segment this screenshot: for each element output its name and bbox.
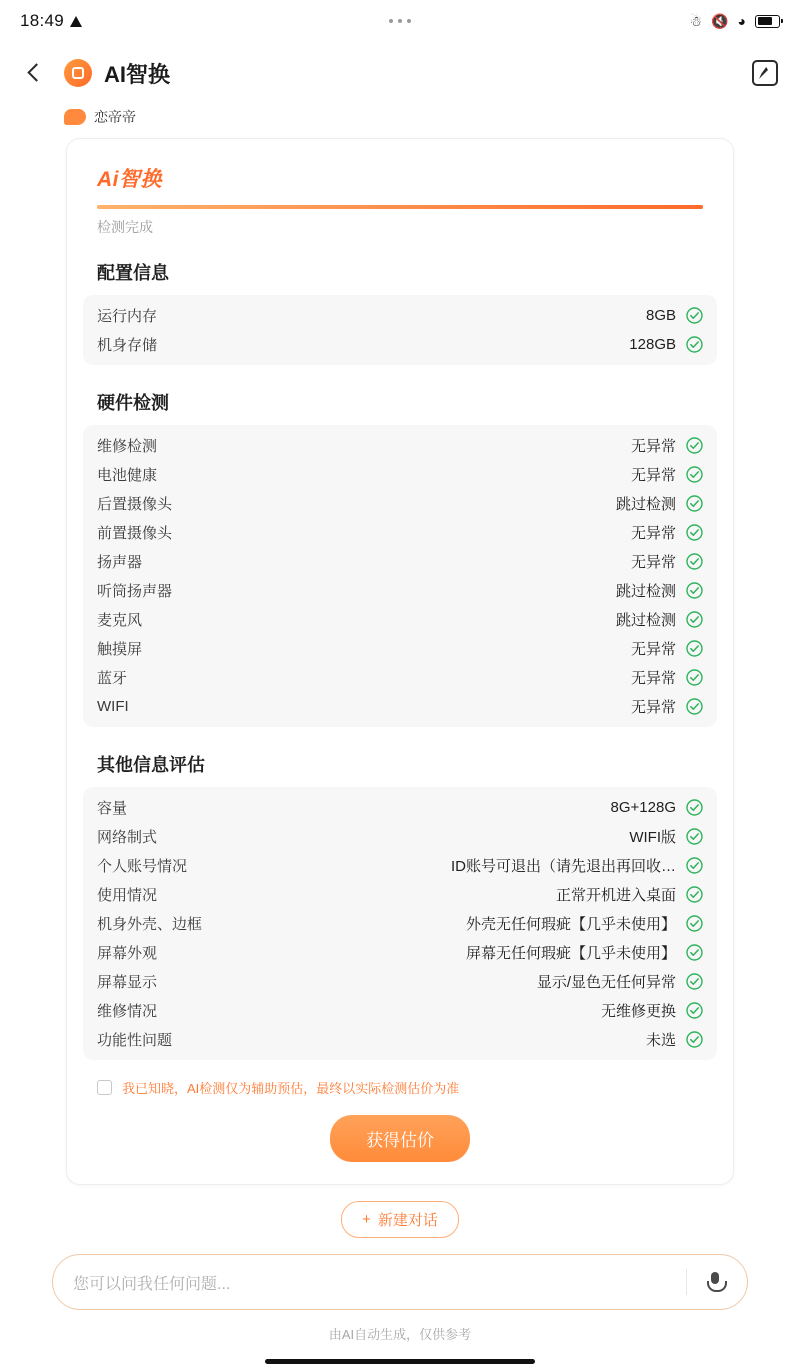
check-icon: [686, 582, 703, 599]
row-label: 维修检测: [97, 438, 158, 455]
row-value: 128GB: [629, 336, 676, 353]
row-value: 跳过检测: [615, 612, 676, 629]
mute-icon: 🔇: [711, 12, 729, 29]
row-label: 个人账号情况: [97, 858, 188, 875]
table-row: [97, 967, 703, 996]
search-input[interactable]: 您可以问我任何问题...: [73, 1275, 231, 1293]
brand-logo: Ai智换: [97, 168, 162, 191]
row-label: 机身外壳、边框: [97, 916, 203, 933]
check-icon: [686, 1031, 703, 1048]
row-value: WIFI版: [629, 829, 676, 846]
row-value: 无异常: [630, 438, 676, 455]
row-value: 外壳无任何瑕疵【几乎未使用】: [465, 916, 676, 933]
agreement-label: 我已知晓，AI检测仅为辅助预估，最终以实际检测估价为准: [122, 1081, 460, 1096]
check-icon: [686, 495, 703, 512]
new-conversation-label: 新建对话: [377, 1212, 438, 1229]
warning-triangle-icon: [70, 16, 82, 27]
check-icon: [686, 698, 703, 715]
row-value: 无异常: [630, 670, 676, 687]
table-row: [97, 576, 703, 605]
section-title-config: 配置信息: [97, 263, 169, 283]
plus-icon: +: [362, 1211, 371, 1228]
row-value: 显示/显色无任何异常: [536, 974, 676, 991]
agreement-checkbox[interactable]: [97, 1080, 112, 1095]
row-value: 无异常: [630, 467, 676, 484]
table-row: [97, 663, 703, 692]
ai-disclaimer: 由AI自动生成，仅供参考: [328, 1327, 472, 1342]
check-icon: [686, 828, 703, 845]
group-other: [83, 787, 717, 1060]
divider: [686, 1269, 687, 1295]
table-row: [97, 822, 703, 851]
row-value: 无维修更换: [600, 1003, 676, 1020]
group-hardware: [83, 425, 717, 727]
row-label: 扬声器: [97, 554, 143, 571]
table-row: [97, 301, 703, 330]
check-icon: [686, 915, 703, 932]
row-value: 8G+128G: [610, 799, 676, 816]
row-label: 麦克风: [97, 612, 143, 629]
cta-container: [83, 1097, 717, 1166]
table-row: [97, 489, 703, 518]
row-label: WIFI: [97, 698, 129, 715]
row-label: 电池健康: [97, 467, 158, 484]
message-input-bar[interactable]: [52, 1254, 748, 1310]
microphone-icon[interactable]: [703, 1270, 727, 1294]
row-value: ID账号可退出（请先退出再回收…: [450, 858, 676, 875]
status-time: 18:49: [20, 11, 65, 30]
check-icon: [686, 611, 703, 628]
row-value: 未选: [645, 1032, 676, 1049]
row-label: 运行内存: [97, 308, 158, 325]
status-left: [20, 11, 82, 31]
check-icon: [686, 886, 703, 903]
section-title-other: 其他信息评估: [97, 755, 205, 775]
row-value: 无异常: [630, 525, 676, 542]
section-title-hardware: 硬件检测: [97, 393, 169, 413]
home-indicator[interactable]: [265, 1359, 535, 1364]
row-label: 蓝牙: [97, 670, 128, 687]
check-icon: [686, 307, 703, 324]
row-label: 网络制式: [97, 829, 158, 846]
check-icon: [686, 944, 703, 961]
table-row: [97, 996, 703, 1025]
check-icon: [686, 669, 703, 686]
row-label: 后置摄像头: [97, 496, 173, 513]
row-value: 跳过检测: [615, 583, 676, 600]
chat-scroll-area[interactable]: [0, 104, 800, 1238]
check-icon: [686, 336, 703, 353]
bottom-bar: [0, 1238, 800, 1372]
check-icon: [686, 640, 703, 657]
group-config: [83, 295, 717, 365]
row-label: 屏幕外观: [97, 945, 158, 962]
row-value: 跳过检测: [615, 496, 676, 513]
check-icon: [686, 553, 703, 570]
status-bar: [0, 0, 800, 42]
page-title: AI智换: [104, 61, 171, 87]
app-bar: [0, 42, 800, 104]
message-header: [0, 104, 800, 126]
new-chat-icon[interactable]: [752, 60, 778, 86]
table-row: [97, 851, 703, 880]
message-sender: 恋帝帝: [94, 109, 136, 125]
row-value: 无异常: [630, 699, 676, 716]
progress-label: 检测完成: [97, 219, 153, 235]
table-row: [97, 938, 703, 967]
agreement-row[interactable]: [83, 1062, 717, 1097]
back-icon[interactable]: [22, 60, 48, 86]
progress-bar: [97, 205, 703, 209]
row-value: 屏幕无任何瑕疵【几乎未使用】: [465, 945, 676, 962]
table-row: [97, 793, 703, 822]
progress-bar-fill: [97, 205, 703, 209]
row-label: 功能性问题: [97, 1032, 173, 1049]
table-row: [97, 909, 703, 938]
table-row: [97, 634, 703, 663]
check-icon: [686, 857, 703, 874]
row-label: 屏幕显示: [97, 974, 158, 991]
check-icon: [686, 524, 703, 541]
table-row: [97, 431, 703, 460]
row-label: 前置摄像头: [97, 525, 173, 542]
battery-icon: [755, 15, 780, 28]
row-label: 维修情况: [97, 1003, 158, 1020]
row-label: 机身存储: [97, 337, 158, 354]
table-row: [97, 880, 703, 909]
wifi-icon: ◕: [737, 13, 746, 29]
row-label: 使用情况: [97, 887, 158, 904]
app-logo-icon: [64, 59, 92, 87]
new-chat-container: [0, 1185, 800, 1238]
check-icon: [686, 1002, 703, 1019]
table-row: [97, 605, 703, 634]
new-conversation-button[interactable]: [341, 1201, 459, 1238]
check-icon: [686, 437, 703, 454]
table-row: [97, 330, 703, 359]
report-card: [66, 138, 734, 1185]
row-value: 无异常: [630, 641, 676, 658]
row-label: 触摸屏: [97, 641, 143, 658]
dots-indicator: [389, 19, 411, 23]
table-row: [97, 460, 703, 489]
table-row: [97, 518, 703, 547]
bluetooth-icon: ☃: [689, 12, 703, 29]
check-icon: [686, 799, 703, 816]
row-value: 正常开机进入桌面: [555, 887, 676, 904]
status-right: [690, 13, 780, 30]
table-row: [97, 692, 703, 721]
check-icon: [686, 466, 703, 483]
row-value: 8GB: [645, 307, 676, 324]
get-quote-button[interactable]: 获得估价: [330, 1115, 470, 1162]
row-label: 听筒扬声器: [97, 583, 173, 600]
row-label: 容量: [97, 800, 128, 817]
table-row: [97, 547, 703, 576]
row-value: 无异常: [630, 554, 676, 571]
check-icon: [686, 973, 703, 990]
status-center-dots: [0, 0, 800, 42]
avatar: [64, 109, 86, 125]
table-row: [97, 1025, 703, 1054]
